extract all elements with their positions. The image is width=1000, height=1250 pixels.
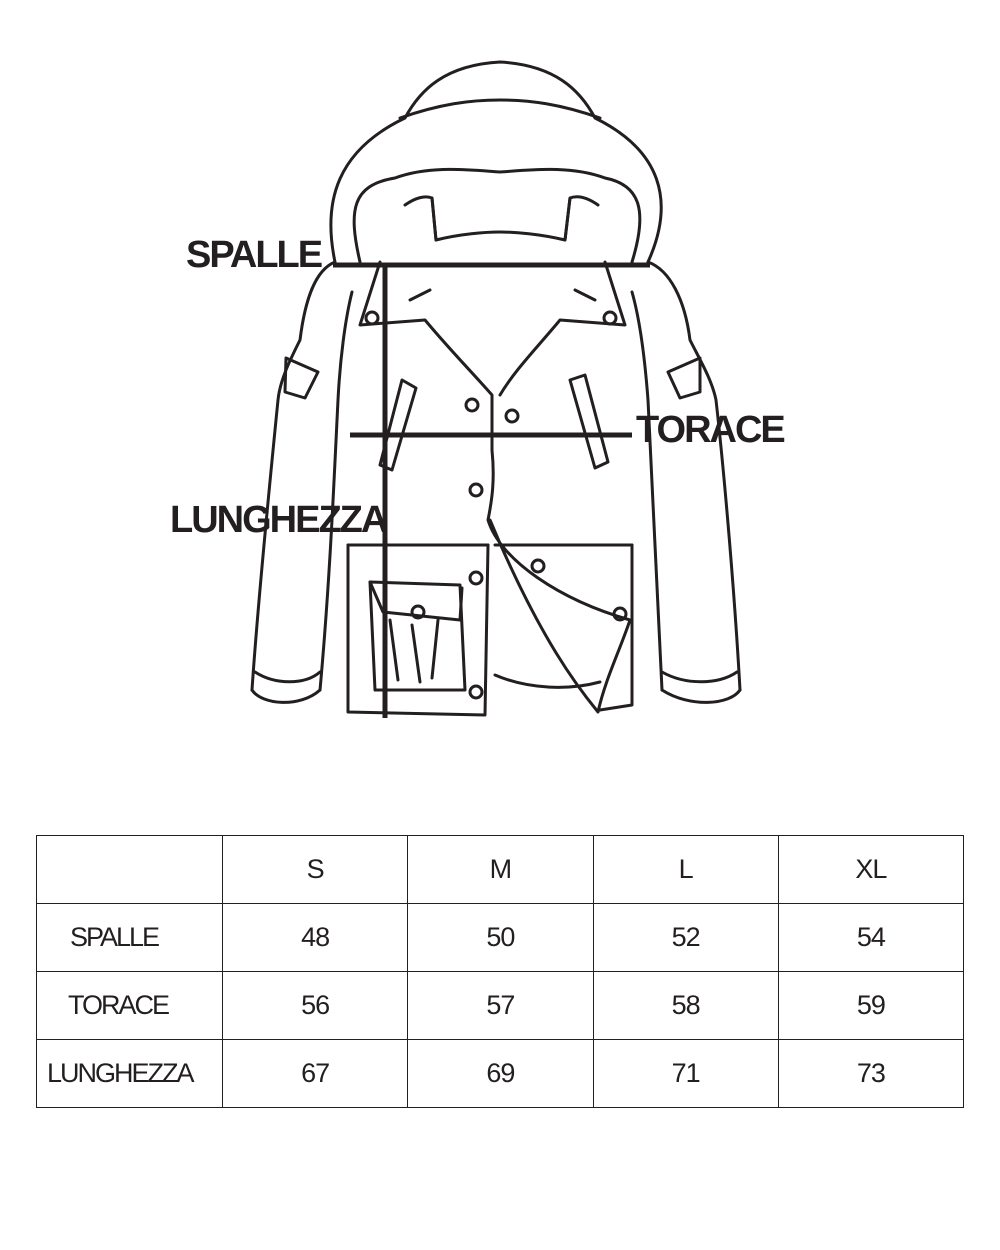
table-cell: 52 [593,904,778,972]
table-header-row [37,836,964,904]
table-cell: 48 [223,904,408,972]
table-cell: 69 [408,1040,593,1108]
table-row [37,972,964,1040]
table-row [37,904,964,972]
table-row [37,1040,964,1108]
table-cell: 59 [778,972,963,1040]
table-cell: 50 [408,904,593,972]
size-header-s: S [223,836,408,904]
table-cell: 56 [223,972,408,1040]
label-length: LUNGHEZZA [170,499,387,541]
table-cell: 54 [778,904,963,972]
row-label-length: LUNGHEZZA [37,1040,223,1108]
label-shoulders: SPALLE [186,234,322,276]
row-label-shoulders: SPALLE [37,904,223,972]
jacket-outline [252,62,740,715]
size-header-m: M [408,836,593,904]
row-label-chest: TORACE [37,972,223,1040]
size-chart-table [36,835,964,1108]
table-cell: 58 [593,972,778,1040]
size-header-xl: XL [778,836,963,904]
table-cell: 73 [778,1040,963,1108]
label-chest: TORACE [636,409,784,451]
table-cell: 67 [223,1040,408,1108]
table-cell: 57 [408,972,593,1040]
table-corner-cell [37,836,223,904]
size-header-l: L [593,836,778,904]
table-cell: 71 [593,1040,778,1108]
